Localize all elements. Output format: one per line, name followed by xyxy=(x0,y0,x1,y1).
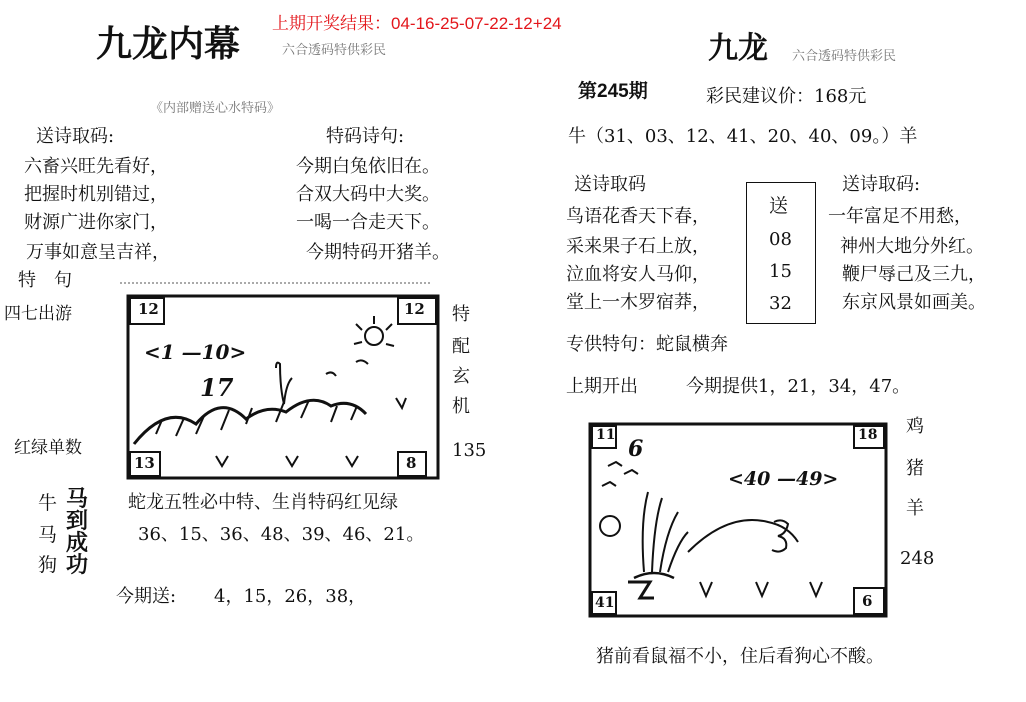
left-box-range-text: <1 —10> xyxy=(144,340,247,364)
left-side-right-char: 玄 xyxy=(452,366,470,387)
left-side-right-char: 机 xyxy=(452,396,470,417)
horse-col-char: 牛 xyxy=(38,492,58,514)
left-corner-bl: 13 xyxy=(134,454,155,472)
horse-col-char: 功 xyxy=(66,552,89,578)
last-opened-label: 上期开出 xyxy=(566,376,638,397)
right-poem-right-line: 神州大地分外红。 xyxy=(840,236,984,257)
send-box-number: 15 xyxy=(769,261,792,282)
left-poem-line: 六畜兴旺先看好， xyxy=(24,156,168,177)
left-note: 《内部赠送心水特码》 xyxy=(150,101,281,116)
issue-number: 第245期 xyxy=(578,81,648,102)
right-box-number-text: 6 xyxy=(628,436,644,462)
left-poem-right-line: 今期白兔依旧在。 xyxy=(296,156,440,177)
left-poem-right-line: 今期特码开猪羊。 xyxy=(306,242,450,263)
horse-col-char: 马 xyxy=(66,486,89,512)
left-side-right-char: 特 xyxy=(452,304,470,325)
right-side-char: 羊 xyxy=(906,498,924,519)
left-sketch-drawing xyxy=(126,294,440,480)
right-poem-right-title: 送诗取码: xyxy=(842,174,921,195)
right-corner-br: 6 xyxy=(862,592,873,610)
special-sentence: 专供特句：蛇鼠横奔 xyxy=(566,334,728,355)
left-line-2: 36、15、36、48、39、46、21。 xyxy=(138,524,425,545)
left-corner-tr: 12 xyxy=(404,300,425,318)
left-corner-br: 8 xyxy=(406,454,417,472)
right-bottom-sentence: 猪前看鼠福不小，住后看狗心不酸。 xyxy=(596,646,884,667)
right-corner-bl: 41 xyxy=(595,595,615,611)
left-send-label: 今期送: xyxy=(116,586,177,607)
left-send-nums: 4，15，26，38， xyxy=(214,586,367,607)
last-result-banner: 上期开奖结果：04-16-25-07-22-12+24 xyxy=(272,14,562,33)
right-sketch-box xyxy=(588,422,888,618)
suggested-price: 彩民建议价：168元 xyxy=(706,86,867,107)
send-box-number: 08 xyxy=(769,229,792,250)
right-box-range-text: <40 —49> xyxy=(728,468,839,490)
left-side-text: 红绿单数 xyxy=(14,438,82,458)
right-poem-line: 泣血将安人马仰， xyxy=(566,264,710,285)
left-special-label: 特 句 xyxy=(18,270,72,291)
left-title: 九龙内幕 xyxy=(96,23,241,65)
left-poem-line: 把握时机别错过， xyxy=(24,184,168,205)
left-side-text: 四七出游 xyxy=(4,304,72,324)
left-sketch-box xyxy=(126,294,440,480)
left-poem-line: 财源广进你家门， xyxy=(24,212,168,233)
right-poem-right-line: 鞭尸辱己及三九， xyxy=(842,264,986,285)
left-poem-right-line: 一喝一合走天下。 xyxy=(296,212,440,233)
left-side-right-num: 135 xyxy=(452,440,487,461)
left-subtitle: 六合透码特供彩民 xyxy=(282,43,387,58)
right-side-char: 猪 xyxy=(906,458,924,479)
horse-col-char: 到 xyxy=(66,508,89,534)
right-subtitle: 六合透码特供彩民 xyxy=(792,49,897,64)
right-poem-right-line: 东京风景如画美。 xyxy=(842,292,986,313)
left-poem-right-line: 合双大码中大奖。 xyxy=(296,184,440,205)
right-poem-line: 堂上一木罗宿莽， xyxy=(566,292,710,313)
right-side-num: 248 xyxy=(900,548,935,569)
left-poem-title: 送诗取码: xyxy=(36,126,115,147)
horse-col-char: 马 xyxy=(38,524,58,546)
right-poem-line: 鸟语花香天下春， xyxy=(566,206,710,227)
send-numbers-box xyxy=(746,182,816,324)
horse-col-char: 狗 xyxy=(38,554,58,576)
offer-numbers: 今期提供1，21，34，47。 xyxy=(686,376,911,397)
left-side-right-char: 配 xyxy=(452,336,470,357)
left-line-1: 蛇龙五牲必中特、生肖特码红见绿 xyxy=(128,492,398,513)
left-box-number-text: 17 xyxy=(200,373,234,402)
right-poem-right-line: 一年富足不用愁， xyxy=(828,206,972,227)
left-poem-right-title: 特码诗句: xyxy=(326,126,405,147)
special-line-dots xyxy=(120,282,430,284)
left-corner-tl: 12 xyxy=(138,300,159,318)
send-box-number: 32 xyxy=(769,293,792,314)
right-side-char: 鸡 xyxy=(906,416,924,437)
right-poem-title: 送诗取码 xyxy=(574,174,646,195)
right-title: 九龙 xyxy=(708,31,768,66)
right-corner-tr: 18 xyxy=(858,427,878,443)
left-poem-line: 万事如意呈吉祥， xyxy=(26,242,170,263)
send-box-label: 送 xyxy=(769,195,789,217)
animal-numbers-line: 牛（31、03、12、41、20、40、09。）羊 xyxy=(568,126,918,147)
horse-col-char: 成 xyxy=(66,530,89,556)
right-corner-tl: 11 xyxy=(596,427,616,443)
right-poem-line: 采来果子石上放， xyxy=(566,236,710,257)
